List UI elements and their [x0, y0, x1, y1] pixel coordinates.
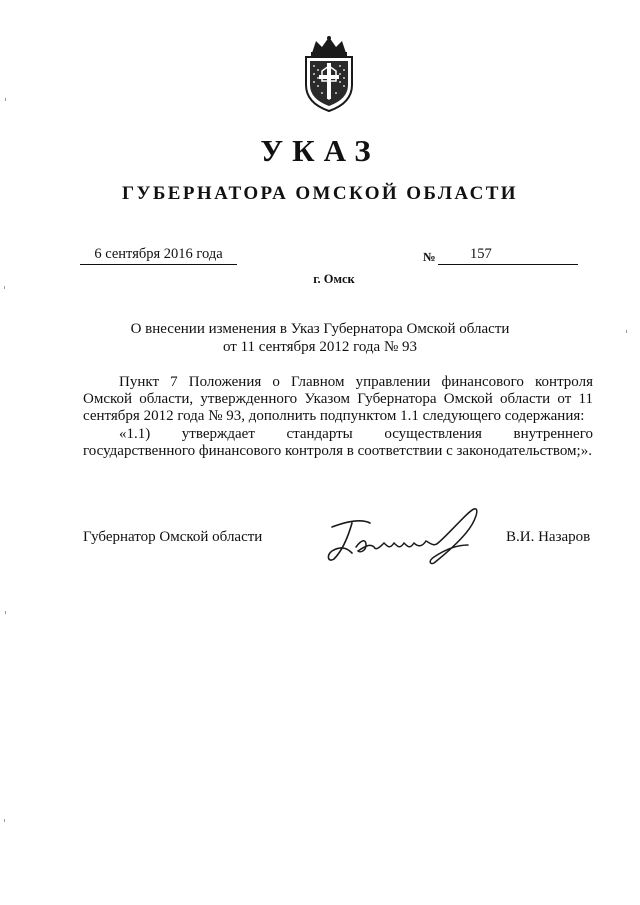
- heading-line-1: О внесении изменения в Указ Губернатора Омской области: [130, 321, 510, 337]
- scan-speck: [626, 330, 627, 333]
- document-body: [83, 374, 593, 460]
- body-paragraph-1: Пункт 7 Положения о Главном управлении финансового контроля Омской области, утвержденного Указом Губернатора Омской области от 11 сентября 2012 года № 93, дополнить подпунктом 1.1 следующего содержания:: [83, 374, 593, 425]
- scan-speck: [4, 819, 5, 822]
- signatory-position: Губернатор Омской области: [83, 529, 263, 545]
- number-sign: №: [423, 250, 436, 264]
- document-city: г. Омск: [313, 272, 355, 286]
- scan-speck: [5, 98, 6, 101]
- signatory-name: В.И. Назаров: [506, 529, 591, 545]
- body-paragraph-2: «1.1) утверждает стандарты осуществления внутреннего государственного финансового контроля в соответствии с законодательством;».: [83, 425, 593, 459]
- heading-line-2: от 11 сентября 2012 года № 93: [222, 339, 418, 355]
- document-number-field: [438, 245, 578, 265]
- document-date: 6 сентября 2016 года: [80, 245, 237, 265]
- handwritten-signature: [318, 503, 488, 567]
- document-number: 157: [470, 246, 492, 262]
- scan-speck: [4, 286, 5, 289]
- scan-speck: [5, 611, 6, 614]
- omsk-coat-of-arms-icon: [298, 35, 360, 113]
- document-subtitle: ГУБЕРНАТОРА ОМСКОЙ ОБЛАСТИ: [122, 183, 518, 204]
- document-heading: [0, 320, 640, 356]
- document-title: УКАЗ: [260, 133, 380, 168]
